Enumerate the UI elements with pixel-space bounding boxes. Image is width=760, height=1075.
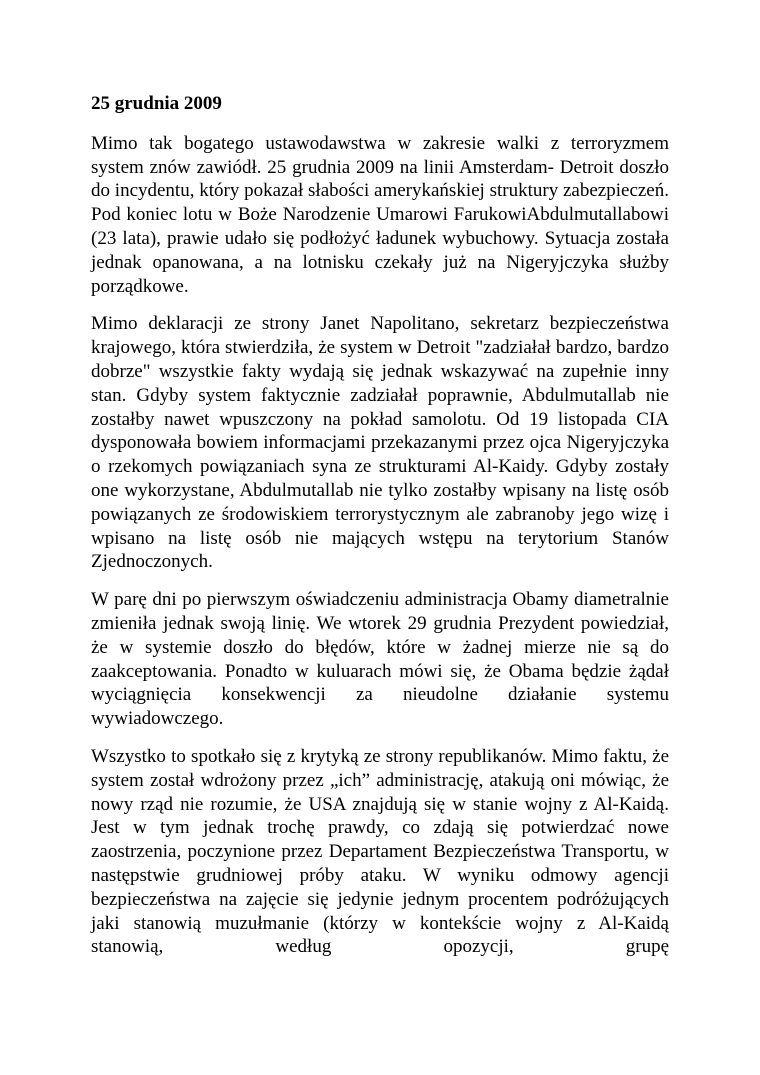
paragraph-1: Mimo tak bogatego ustawodawstwa w zakresie walki z terroryzmem system znów zawiódł. 25 grudnia 2009 na linii Amsterdam- Detroit doszło do incydentu, który pokazał słabości amerykańskiej struktury zabezpieczeń. Pod koniec lotu w Boże Narodzenie Umarowi FarukowiAbdulmutallabowi (23 lata), prawie udało się podłożyć ładunek wybuchowy. Sytuacja została jednak opanowana, a na lotnisku czekały już na Nigeryjczyka służby porządkowe. <box>91 132 669 297</box>
document-body <box>91 92 669 973</box>
paragraph-3: W parę dni po pierwszym oświadczeniu administracja Obamy diametralnie zmieniła jednak swoją linię. We wtorek 29 grudnia Prezydent powiedział, że w systemie doszło do błędów, które w żadnej mierze nie są do zaakceptowania. Ponadto w kuluarach mówi się, że Obama będzie żądał wyciągnięcia konsekwencji za nieudolne działanie systemu wywiadowczego. <box>91 589 669 730</box>
section-heading: 25 grudnia 2009 <box>91 93 222 114</box>
paragraph-2: Mimo deklaracji ze strony Janet Napolitano, sekretarz bezpieczeństwa krajowego, która stwierdziła, że system w Detroit "zadziałał bardzo, bardzo dobrze" wszystkie fakty wydają się jednak wskazywać na zupełnie inny stan. Gdyby system faktycznie zadziałał poprawnie, Abdulmutallab nie zostałby nawet wpuszczony na pokład samolotu. Od 19 listopada CIA dysponowała bowiem informacjami przekazanymi przez ojca Nigeryjczyka o rzekomych powiązaniach syna ze strukturami Al-Kaidy. Gdyby zostały one wykorzystane, Abdulmutallab nie tylko zostałby wpisany na listę osób powiązanych ze środowiskiem terrorystycznym ale zabranoby jego wizę i wpisano na listę osób nie mających wstępu na terytorium Stanów Zjednoczonych. <box>91 313 669 573</box>
paragraph-4: Wszystko to spotkało się z krytyką ze strony republikanów. Mimo faktu, że system został wdrożony przez „ich” administrację, atakują oni mówiąc, że nowy rząd nie rozumie, że USA znajdują się w stanie wojny z Al-Kaidą. Jest w tym jednak trochę prawdy, co zdają się potwierdzać nowe zaostrzenia, poczynione przez Departament Bezpieczeństwa Transportu, w następstwie grudniowej próby ataku. W wyniku odmowy agencji bezpieczeństwa na zajęcie się jedynie jednym procentem podróżujących jaki stanowią muzułmanie (którzy w kontekście wojny z Al-Kaidą stanowią, według opozycji, grupę <box>91 745 669 958</box>
